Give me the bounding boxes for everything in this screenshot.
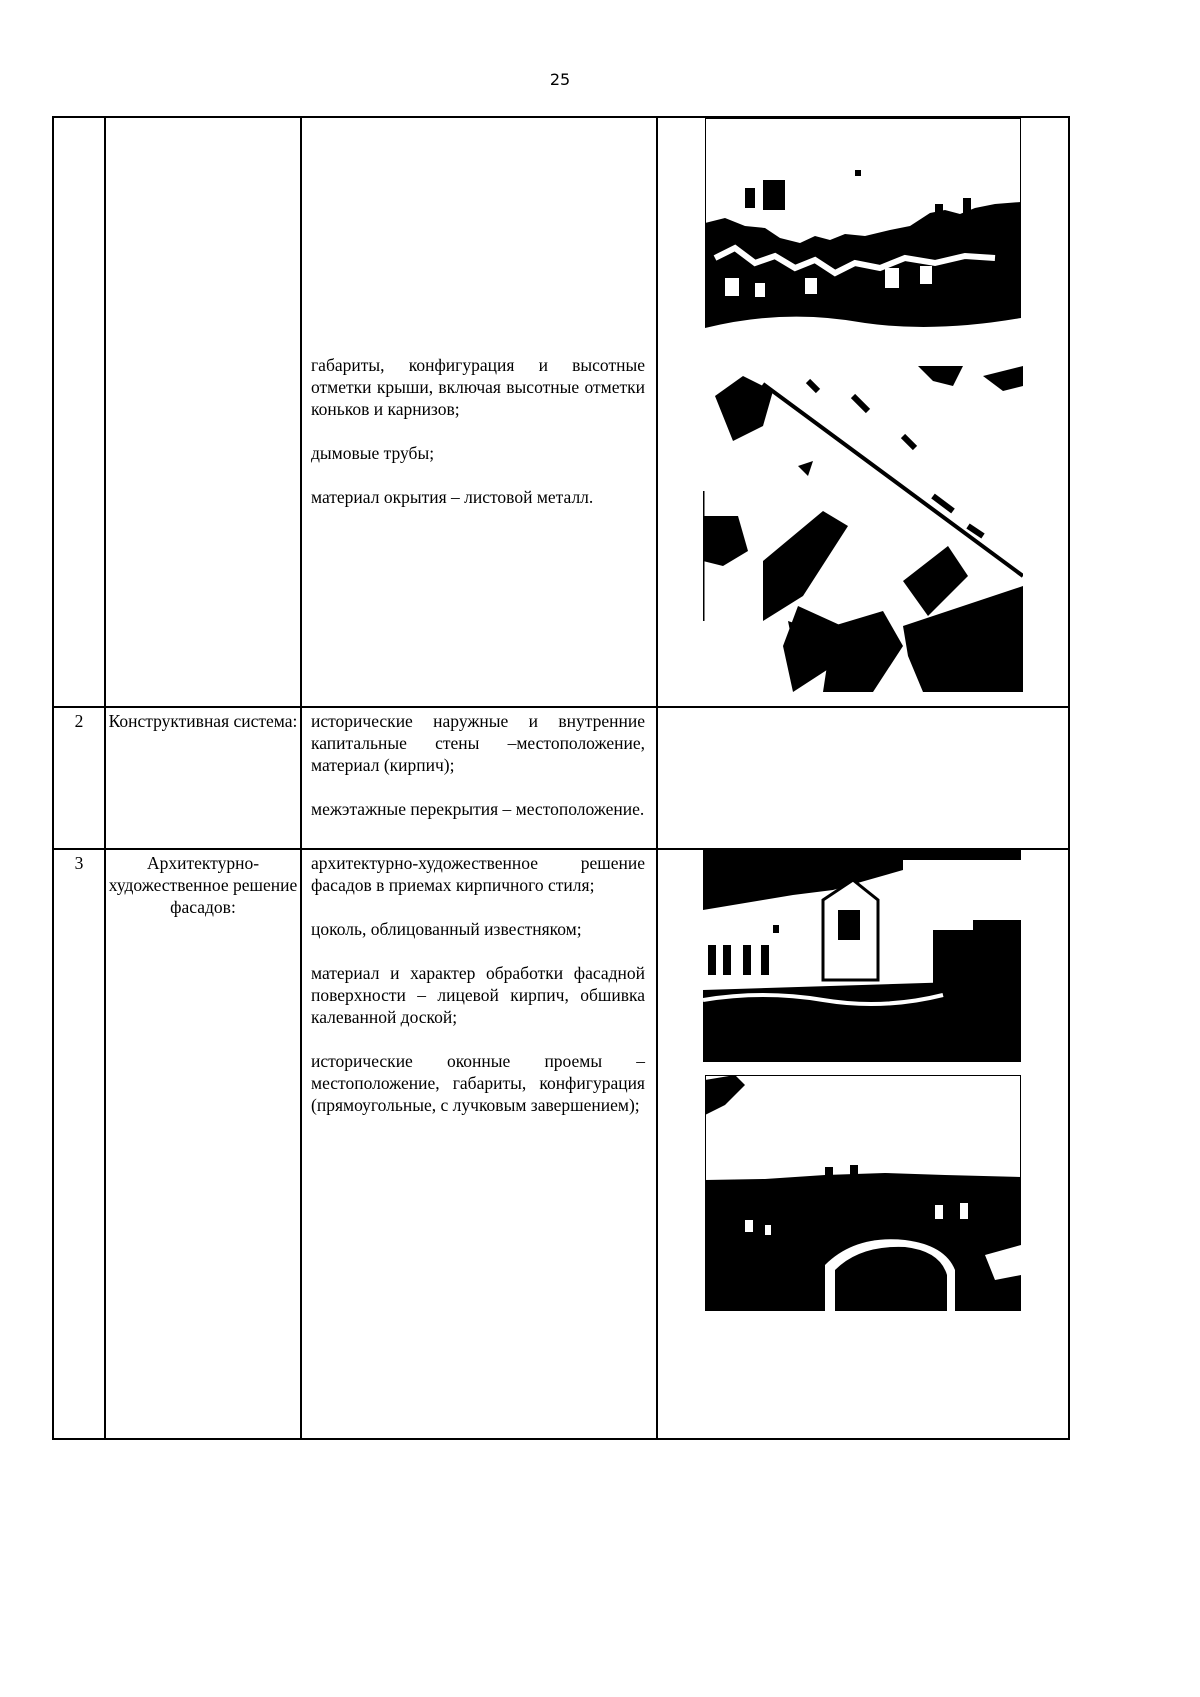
row-number: 2: [74, 711, 84, 731]
row-description: [311, 354, 645, 508]
col-divider-3: [656, 116, 658, 1440]
col-divider-2: [300, 116, 302, 1440]
list-item: материал окрытия – листовой металл.: [311, 487, 594, 507]
list-item: материал и характер обработки фасадной поверхности – лицевой кирпич, обшивка калеванной доской;: [311, 963, 645, 1027]
street-car-photo: [705, 1075, 1021, 1311]
facade-photo-graphic: [703, 850, 1021, 1062]
roof-street-photo: [705, 118, 1021, 354]
page-number: 25: [549, 70, 571, 89]
list-item: межэтажные перекрытия – местоположение.: [311, 799, 645, 819]
aerial-roof-photo-graphic: [703, 366, 1023, 692]
row-divider-1: [52, 706, 1070, 708]
list-item: исторические наружные и внутренние капитальные стены –местоположение, материал (кирпич);: [311, 711, 645, 775]
row-name: Конструктивная система:: [108, 711, 298, 731]
col-divider-1: [104, 116, 106, 1440]
row-description: [311, 710, 645, 820]
aerial-roof-photo: [703, 366, 1023, 692]
row-name: Архитектурно-художественное решение фасадов:: [108, 853, 298, 917]
row-description: [311, 852, 645, 1116]
list-item: исторические оконные проемы – местоположение, габариты, конфигурация (прямоугольные, с лучковым завершением);: [311, 1051, 645, 1115]
row-number: 3: [74, 853, 84, 873]
table-border-left: [52, 116, 54, 1440]
table-border-right: [1068, 116, 1070, 1440]
facade-photo: [703, 850, 1021, 1062]
list-item: архитектурно-художественное решение фасадов в приемах кирпичного стиля;: [311, 853, 645, 895]
list-item: дымовые трубы;: [311, 443, 435, 463]
roof-street-photo-graphic: [705, 118, 1021, 354]
list-item: цоколь, облицованный известняком;: [311, 919, 582, 939]
list-item: габариты, конфигурация и высотные отметки крыши, включая высотные отметки коньков и карнизов;: [311, 355, 645, 419]
table-border-bottom: [52, 1438, 1070, 1440]
street-car-photo-graphic: [705, 1075, 1021, 1311]
